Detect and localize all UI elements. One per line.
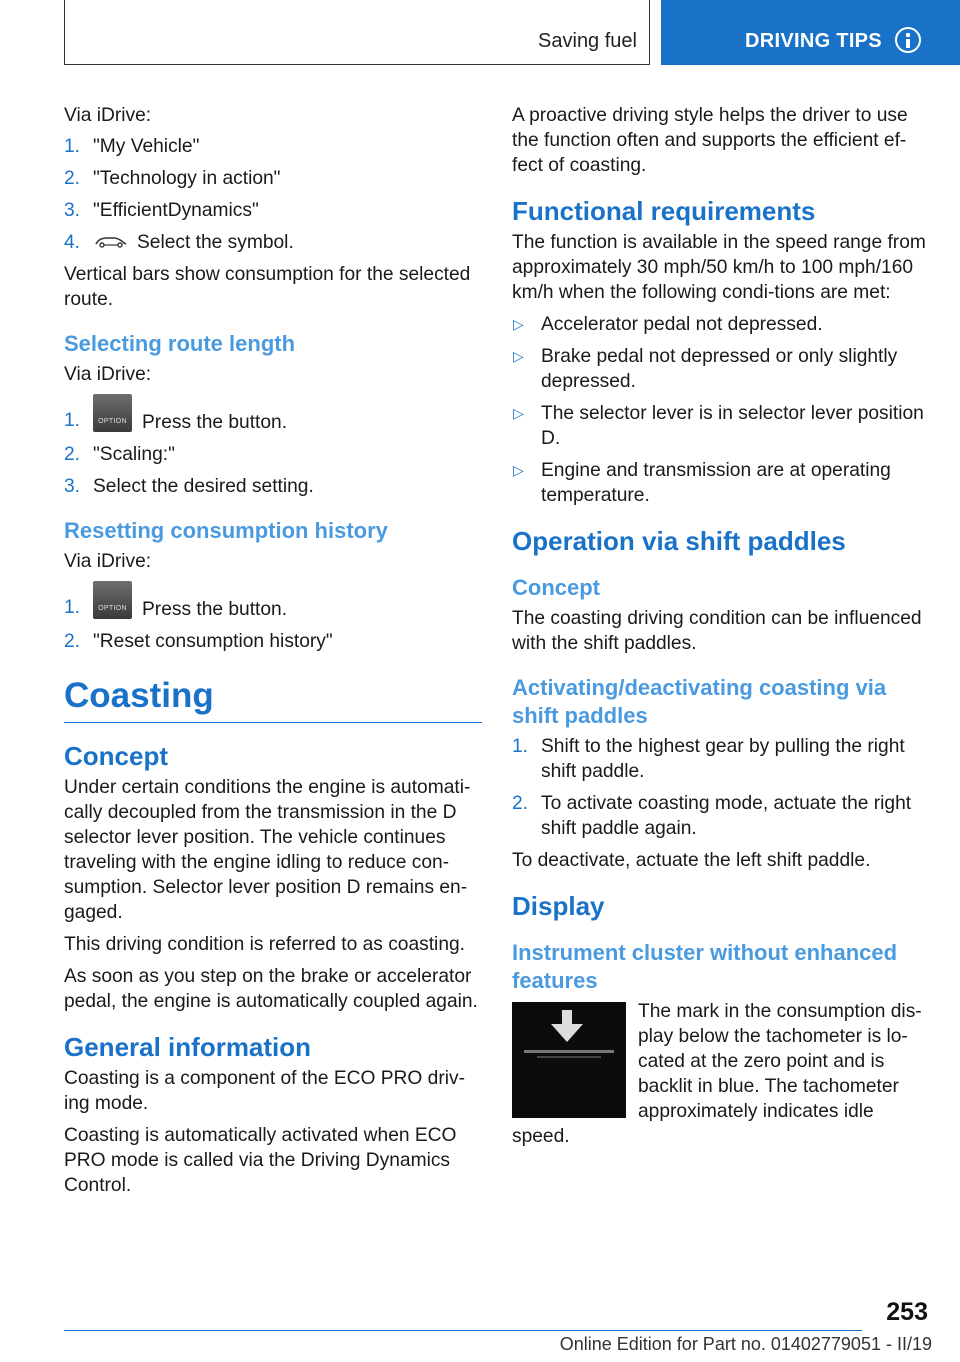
info-icon: [895, 27, 921, 53]
concept-heading: Concept: [64, 741, 168, 771]
list-item: ▷ The selector lever is in selector lever position D.: [513, 403, 924, 449]
page-number: 253: [886, 1298, 928, 1326]
list-item: 1. OPTION Press the button.: [64, 581, 482, 622]
coasting-heading: Coasting: [64, 676, 482, 723]
deactivate-text: To deactivate, actuate the left shift paddle.: [512, 850, 871, 871]
list-item: 3. "EfficientDynamics": [64, 200, 259, 221]
cluster-text: The mark in the consumption dis-play below the tachometer is lo-cated at the zero point and is backlit in blue. The tachometer approximately indicates idle speed.: [512, 1001, 922, 1147]
chapter-title: DRIVING TIPS: [745, 30, 882, 52]
general-paragraph: Coasting is automatically activated when ECO PRO mode is called via the Driving Dynamics Control.: [64, 1125, 457, 1196]
car-consumption-icon: [93, 233, 129, 249]
footer-divider: [64, 1330, 862, 1331]
list-item: 2. "Reset consumption history": [64, 631, 333, 652]
header-section-box: [64, 0, 650, 65]
concept-paragraph: Under certain conditions the engine is automati-cally decoupled from the transmission in the D selector lever position. The vehicle continues traveling with the engine idling to reduce con-sumption. Selector lever position D remains en-gaged.: [64, 777, 471, 923]
right-column: [512, 103, 928, 1156]
activate-steps: [512, 734, 928, 841]
left-column: [64, 103, 482, 1205]
route-intro: Via iDrive:: [64, 364, 152, 385]
list-item: 2. "Scaling:": [64, 444, 175, 465]
list-item: 3. Select the desired setting.: [64, 476, 314, 497]
intro-text: Via iDrive:: [64, 105, 152, 126]
cluster-block: [512, 999, 928, 1149]
activate-heading: Activating/deactivating coasting via shift paddles: [512, 675, 887, 728]
list-item: 1. "My Vehicle": [64, 136, 200, 157]
list-item: 2. To activate coasting mode, actuate the right shift paddle again.: [512, 793, 912, 839]
triangle-bullet-icon: ▷: [513, 316, 524, 332]
reset-intro: Via iDrive:: [64, 551, 152, 572]
option-button-icon: OPTION: [93, 581, 132, 619]
list-item: ▷ Engine and transmission are at operating temperature.: [513, 460, 891, 506]
idrive-steps: [64, 134, 482, 255]
proactive-paragraph: A proactive driving style helps the driver to use the function often and supports the efficient ef-fect of coasting.: [512, 105, 908, 176]
reset-steps: [64, 581, 482, 654]
func-heading: Functional requirements: [512, 196, 816, 226]
list-item: 1. Shift to the highest gear by pulling the right shift paddle.: [512, 736, 905, 782]
consumption-display-image: [512, 1002, 626, 1118]
route-steps: [64, 394, 482, 499]
list-item: ▷ Accelerator pedal not depressed.: [513, 314, 823, 335]
func-intro: The function is available in the speed range from approximately 30 mph/50 km/h to 100 mph/160 km/h when the following condi-tions are met:: [512, 232, 926, 303]
list-item: 4. Select the symbol.: [64, 232, 294, 253]
triangle-bullet-icon: ▷: [513, 348, 524, 364]
reset-heading: Resetting consumption history: [64, 518, 388, 543]
header-chapter-box: [661, 0, 960, 65]
concept-paragraph: As soon as you step on the brake or accelerator pedal, the engine is automatically coupled again.: [64, 966, 478, 1012]
bars-text: Vertical bars show consumption for the selected route.: [64, 264, 471, 310]
concept-paragraph: This driving condition is referred to as coasting.: [64, 934, 465, 955]
list-item: ▷ Brake pedal not depressed or only slightly depressed.: [513, 346, 898, 392]
conditions-list: [512, 312, 928, 508]
triangle-bullet-icon: ▷: [513, 462, 524, 478]
triangle-bullet-icon: ▷: [513, 405, 524, 421]
list-item: 2. "Technology in action": [64, 168, 281, 189]
cluster-heading: Instrument cluster without enhanced features: [512, 940, 898, 993]
general-heading: General information: [64, 1032, 312, 1062]
paddles-concept-heading: Concept: [512, 575, 600, 600]
paddles-heading: Operation via shift paddles: [512, 526, 846, 556]
footer-edition: Online Edition for Part no. 01402779051 - II/19: [559, 1334, 932, 1354]
display-heading: Display: [512, 891, 605, 921]
general-paragraph: Coasting is a component of the ECO PRO driv-ing mode.: [64, 1068, 465, 1114]
section-title: Saving fuel: [538, 30, 637, 52]
route-heading: Selecting route length: [64, 331, 296, 356]
option-button-icon: OPTION: [93, 394, 132, 432]
list-item: 1. OPTION Press the button.: [64, 394, 482, 435]
paddles-concept-text: The coasting driving condition can be influenced with the shift paddles.: [512, 608, 922, 654]
